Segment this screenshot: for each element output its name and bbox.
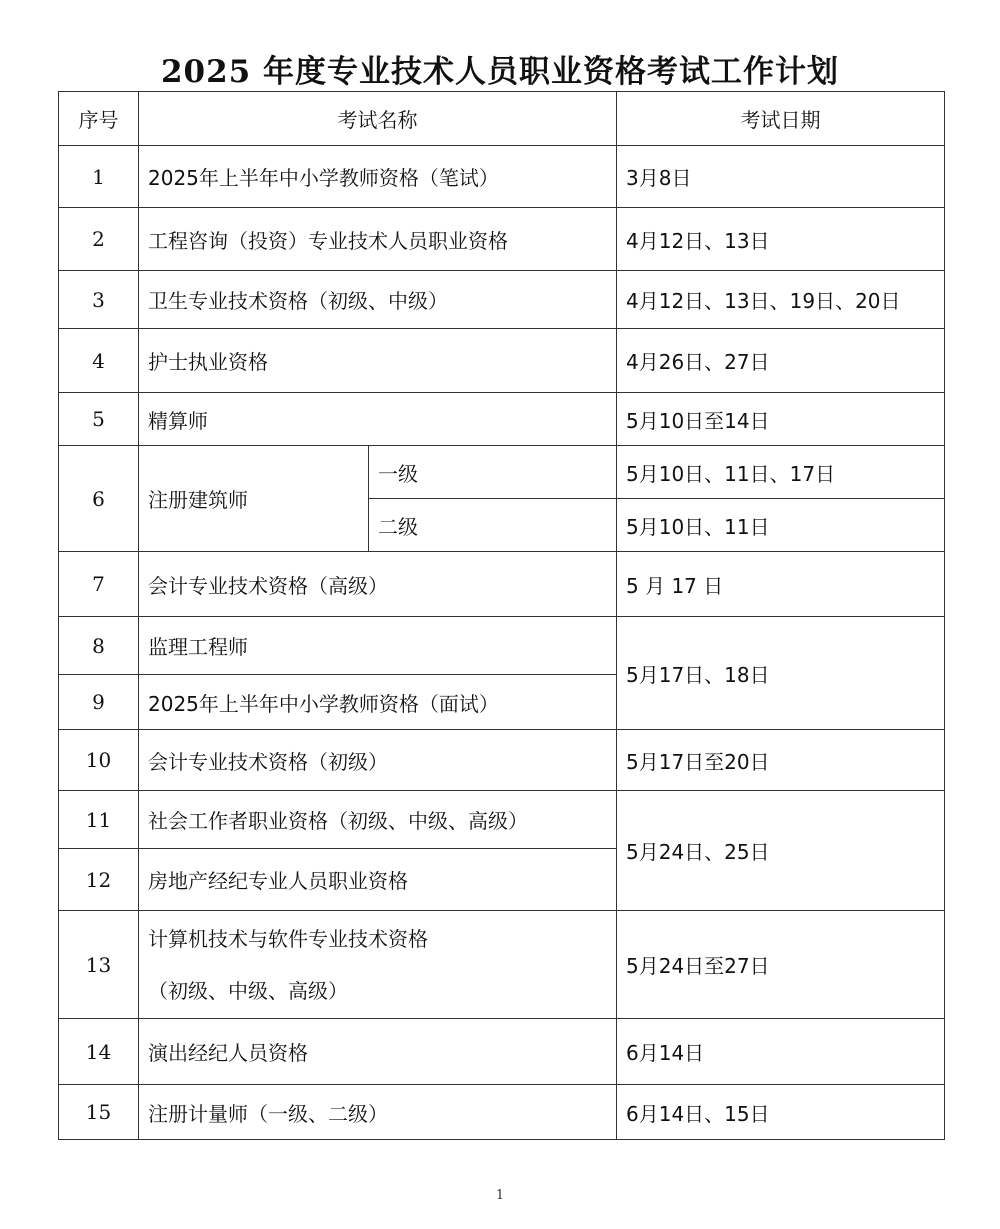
table-row xyxy=(59,730,945,791)
row-seq: 11 xyxy=(59,791,139,849)
row-exam-date: 4月12日、13日、19日、20日 xyxy=(617,271,945,329)
row-exam-date: 5 月 17 日 xyxy=(617,552,945,617)
table-row xyxy=(59,329,945,393)
row-exam-name: 护士执业资格 xyxy=(139,329,617,393)
table-row xyxy=(59,1019,945,1085)
row-exam-name: 监理工程师 xyxy=(139,617,617,675)
row-exam-name: 注册建筑师 xyxy=(139,446,369,552)
row-exam-name: 2025年上半年中小学教师资格（面试） xyxy=(139,675,617,730)
row-exam-name: 精算师 xyxy=(139,393,617,446)
row-exam-date: 5月10日至14日 xyxy=(617,393,945,446)
table-row xyxy=(59,617,945,675)
row-seq: 4 xyxy=(59,329,139,393)
row-exam-date: 5月17日至20日 xyxy=(617,730,945,791)
row-exam-name: 社会工作者职业资格（初级、中级、高级） xyxy=(139,791,617,849)
row-sub-level: 一级 xyxy=(369,446,617,499)
row-exam-name: 房地产经纪专业人员职业资格 xyxy=(139,849,617,911)
table-row xyxy=(59,791,945,849)
header-exam-name: 考试名称 xyxy=(139,92,617,146)
row-exam-date: 3月8日 xyxy=(617,146,945,208)
header-row xyxy=(59,92,945,146)
header-seq: 序号 xyxy=(59,92,139,146)
row-exam-name: 2025年上半年中小学教师资格（笔试） xyxy=(139,146,617,208)
row-exam-date: 4月26日、27日 xyxy=(617,329,945,393)
row-exam-name: 会计专业技术资格（高级） xyxy=(139,552,617,617)
row-exam-date: 5月24日、25日 xyxy=(617,791,945,911)
row-seq: 3 xyxy=(59,271,139,329)
row-seq: 10 xyxy=(59,730,139,791)
row-seq: 6 xyxy=(59,446,139,552)
row-sub-level: 二级 xyxy=(369,499,617,552)
row-exam-date: 6月14日、15日 xyxy=(617,1085,945,1140)
table-row xyxy=(59,393,945,446)
row-seq: 8 xyxy=(59,617,139,675)
row-exam-name: 工程咨询（投资）专业技术人员职业资格 xyxy=(139,208,617,271)
row-exam-name: 会计专业技术资格（初级） xyxy=(139,730,617,791)
row-exam-date: 5月17日、18日 xyxy=(617,617,945,730)
row-seq: 1 xyxy=(59,146,139,208)
row-seq: 15 xyxy=(59,1085,139,1140)
row-seq: 7 xyxy=(59,552,139,617)
table-row xyxy=(59,446,945,499)
row-exam-date: 6月14日 xyxy=(617,1019,945,1085)
row-exam-date: 5月24日至27日 xyxy=(617,911,945,1019)
row-exam-date: 5月10日、11日、17日 xyxy=(617,446,945,499)
header-exam-date: 考试日期 xyxy=(617,92,945,146)
row-seq: 5 xyxy=(59,393,139,446)
row-seq: 9 xyxy=(59,675,139,730)
row-exam-name-line1: 计算机技术与软件专业技术资格 xyxy=(148,926,428,951)
row-exam-name: 卫生专业技术资格（初级、中级） xyxy=(139,271,617,329)
row-exam-name: 演出经纪人员资格 xyxy=(139,1019,617,1085)
table-row xyxy=(59,271,945,329)
page-number: 1 xyxy=(495,1188,505,1203)
row-exam-name-line2: （初级、中级、高级） xyxy=(148,978,348,1003)
row-exam-date: 5月10日、11日 xyxy=(617,499,945,552)
row-seq: 13 xyxy=(59,911,139,1019)
row-seq: 14 xyxy=(59,1019,139,1085)
table-row xyxy=(59,911,945,1019)
table-row xyxy=(59,208,945,271)
row-seq: 12 xyxy=(59,849,139,911)
table-row xyxy=(59,146,945,208)
page-title: 2025 年度专业技术人员职业资格考试工作计划 xyxy=(160,54,840,90)
row-exam-date: 4月12日、13日 xyxy=(617,208,945,271)
row-exam-name xyxy=(139,911,617,1019)
exam-schedule-table xyxy=(58,91,945,1140)
row-exam-name: 注册计量师（一级、二级） xyxy=(139,1085,617,1140)
table-row xyxy=(59,1085,945,1140)
table-row xyxy=(59,552,945,617)
row-seq: 2 xyxy=(59,208,139,271)
